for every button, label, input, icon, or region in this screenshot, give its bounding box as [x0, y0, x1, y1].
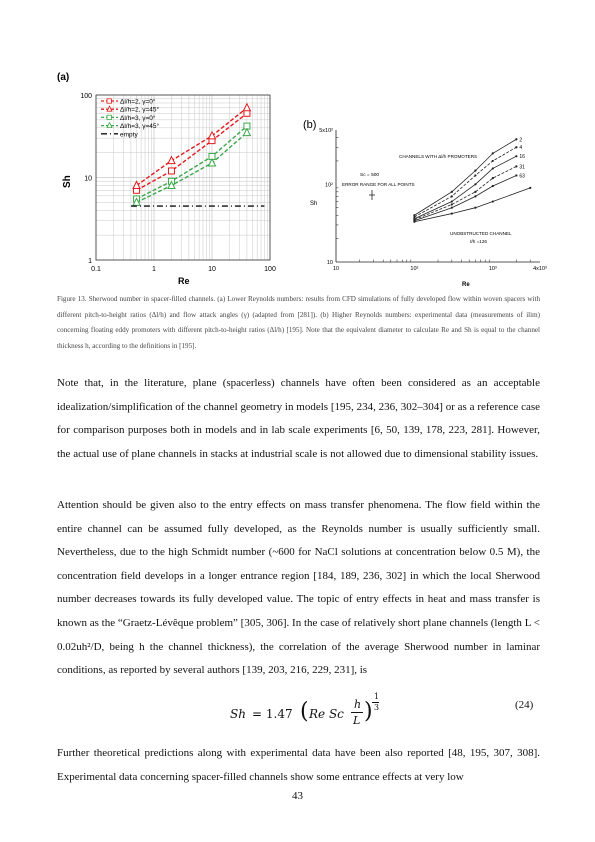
- data-point: [243, 129, 250, 136]
- figure-13: [0, 0, 595, 290]
- y-tick-label: 10: [84, 175, 92, 183]
- x-tick-label: 10²: [410, 266, 419, 272]
- annotation-error: ERROR RANGE FOR ALL POINTS: [342, 182, 415, 187]
- x-tick-label: 0.1: [91, 266, 101, 273]
- panel-a-ylabel: Sh: [62, 175, 73, 188]
- legend-label: Δl/h=3, γ=0°: [120, 114, 156, 122]
- data-point: [529, 187, 531, 189]
- x-tick-label: 1: [152, 266, 156, 273]
- data-point: [451, 200, 453, 202]
- data-point: [474, 195, 476, 197]
- eq-open-paren: (: [300, 699, 309, 724]
- data-point: [451, 191, 453, 193]
- eq-exp-den: 3: [374, 703, 380, 712]
- legend: [101, 98, 160, 139]
- y-tick-label: 1: [88, 258, 92, 265]
- data-point: [492, 152, 494, 154]
- annotation-unobstructed: UNOBSTRUCTED CHANNEL: [450, 231, 512, 236]
- data-point: [492, 167, 494, 169]
- curve-label: 16: [519, 154, 525, 161]
- x-tick-label: 10: [208, 266, 216, 273]
- panel-b-xlabel: Re: [462, 282, 470, 288]
- y-tick-label: 5x10²: [319, 128, 333, 134]
- y-tick-label: 10²: [325, 182, 333, 189]
- paragraph-3: Further theoretical predictions along with experimental data have been also reported [48, 195, 307, 308]. Experimental data concerning spacer-filled channels show some entrance effects at very low: [57, 747, 540, 783]
- legend-label: Δl/h=2, γ=0°: [120, 98, 156, 106]
- annotation-sc: Sc = 500: [360, 173, 380, 178]
- data-point: [515, 165, 517, 167]
- curve-label: 31: [519, 164, 525, 171]
- data-point: [168, 168, 174, 174]
- legend-marker: [107, 115, 111, 119]
- panel-a-xlabel: Re: [178, 276, 190, 286]
- legend-label: Δl/h=3, γ=45°: [120, 123, 160, 131]
- annotation-lh: ℓ/h =126: [470, 239, 487, 244]
- eq-re-sc: Re Sc: [309, 707, 344, 721]
- data-point: [492, 185, 494, 187]
- data-point: [492, 160, 494, 162]
- panel-b-chart: [319, 128, 547, 272]
- data-point: [451, 195, 453, 197]
- panel-b-label: (b): [303, 119, 317, 131]
- data-point: [474, 174, 476, 176]
- annotation-channels: CHANNELS WITH Δl/h PROMOTERS: [399, 154, 478, 159]
- y-tick-label: 100: [80, 93, 92, 100]
- x-tick-label: 100: [264, 266, 276, 273]
- eq-h: h: [354, 698, 362, 711]
- panel-b-ylabel: Sh: [310, 201, 318, 207]
- eq-number: (24): [515, 699, 534, 711]
- x-tick-label: 10: [332, 266, 340, 272]
- eq-exp-num: 1: [374, 692, 380, 701]
- panel-a-label: (a): [57, 72, 70, 83]
- data-point: [474, 170, 476, 172]
- paragraph-2: Attention should be given also to the entry effects on mass transfer phenomena. The flow field within the entire channel can be assumed fully developed, as the Reynolds number is usually sufficiently small. Nevertheless, due to the high Schmidt number (~600 for NaCl solutions at concentration below 0.5 M), the concentration field develops in a longer entrance region [184, 189, 236, 302] in which the local Sherwood number decreases towards its fully developed value. The topic of entry effects in heat and mass transfer is known as the “Graetz-Lévêque problem” [305, 306]. In the case of relatively short plane channels (length L < 0.02uh²/D, being h the channel thickness), the correlation of the average Sherwood number in laminar conditions, as reported by several authors [139, 203, 216, 229, 231], is: [57, 499, 540, 677]
- series-line: [137, 133, 247, 203]
- series-line: [137, 126, 247, 199]
- data-point: [451, 203, 453, 205]
- eq-coefficient: = 1.47: [252, 707, 293, 721]
- eq-close-paren: ): [364, 699, 373, 724]
- x-tick-label: 10³: [488, 266, 497, 272]
- data-point: [515, 174, 517, 176]
- equation-24: [0, 690, 595, 740]
- x-tick-label: 4x10³: [533, 266, 547, 272]
- data-point: [515, 146, 517, 148]
- data-point: [243, 104, 250, 111]
- series-line: [414, 139, 516, 215]
- data-point: [413, 221, 415, 223]
- data-point: [515, 155, 517, 157]
- data-point: [168, 157, 175, 164]
- data-point: [133, 181, 140, 188]
- legend-label: empty: [120, 131, 138, 139]
- y-tick-label: 10: [326, 260, 333, 266]
- curve-label: 63: [519, 173, 525, 180]
- curve-label: 4: [519, 145, 523, 152]
- paragraph-1: Note that, in the literature, plane (spacerless) channels have often been considered as an acceptable idealization/simplification of the channel geometry in models [195, 234, 236, 302–304] or as a reference case for comparison purposes both in models and in lab scale experiments [6, 50, 139, 178, 223, 281]. However, the actual use of plane channels in stacks at industrial scale is not allowed due to dimensional stability issues.: [57, 377, 540, 460]
- legend-label: Δl/h=2, γ=45°: [120, 106, 160, 114]
- series-line: [414, 156, 516, 219]
- data-point: [451, 207, 453, 209]
- data-point: [474, 183, 476, 185]
- data-point: [492, 200, 494, 202]
- panel-a-chart: [80, 93, 276, 273]
- legend-marker: [107, 99, 111, 103]
- data-point: [474, 191, 476, 193]
- data-point: [474, 207, 476, 209]
- eq-L: L: [353, 714, 361, 727]
- eq-lhs: Sh: [230, 707, 246, 721]
- eq-fraction-bar: [351, 712, 363, 713]
- data-point: [451, 212, 453, 214]
- page-number: 43: [292, 790, 303, 802]
- data-point: [515, 138, 517, 140]
- curve-label: 2: [519, 137, 523, 144]
- figure-caption: Figure 13. Sherwood number in spacer-filled channels. (a) Lower Reynolds numbers: results from CFD simulations of fully developed flow within woven spacers with different pitch-to-height ratios (Δl/h) and flow attack angles (γ) (adapted from [281]). (b) Higher Reynolds numbers: experimental data (measurements of ilim) concerning floating eddy promoters with different pitch-to-height ratios (Δl/h) [195]. Note that the equivalent diameter to calculate Re and Sh is equal to the channel thickness h, according to the definitions in [195].: [57, 295, 540, 350]
- data-point: [492, 177, 494, 179]
